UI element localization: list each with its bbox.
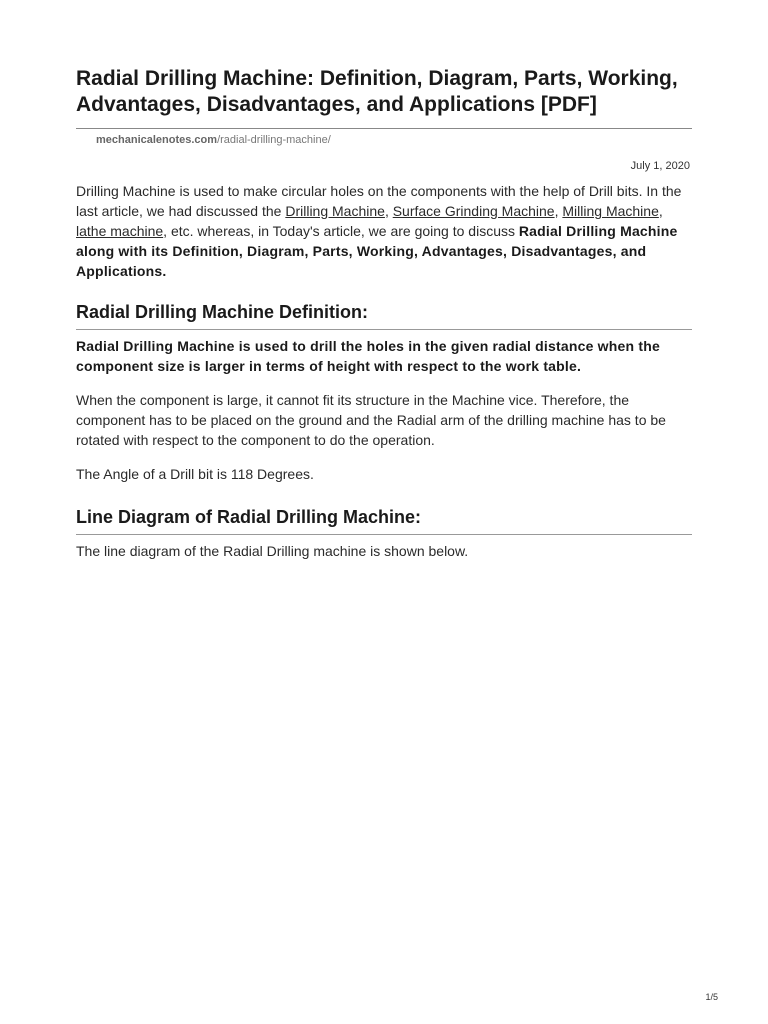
publish-date: July 1, 2020 (630, 160, 690, 172)
definition-heading: Radial Drilling Machine Definition: (76, 302, 369, 322)
intro-separator: , (554, 203, 563, 219)
definition-section (76, 301, 692, 484)
intro-separator: , (384, 203, 393, 219)
intro-text-end: , etc. whereas, in Today's article, we are going to discuss (163, 223, 519, 239)
link-surface-grinding-machine[interactable]: Surface Grinding Machine (392, 203, 555, 219)
title-divider (76, 128, 692, 129)
page-title: Radial Drilling Machine: Definition, Diagram, Parts, Working, Advantages, Disadvantages, and Applications [PDF] (76, 67, 678, 116)
diagram-section (76, 506, 692, 561)
link-drilling-machine[interactable]: Drilling Machine (285, 203, 385, 219)
definition-heading-divider (76, 329, 692, 330)
intro-paragraph (76, 181, 692, 281)
source-url[interactable] (96, 133, 692, 147)
page-number: 1/5 (705, 992, 718, 1002)
definition-bold-paragraph: Radial Drilling Machine is used to drill the holes in the given radial distance when the component size is larger in terms of height with respect to the work table. (76, 338, 660, 374)
diagram-heading: Line Diagram of Radial Drilling Machine: (76, 507, 422, 527)
source-path[interactable]: /radial-drilling-machine/ (217, 134, 331, 146)
definition-paragraph: When the component is large, it cannot fit its structure in the Machine vice. Therefore, the component has to be placed on the ground and the Radial arm of the drilling machine has to be rotated with respect to the component to do the operation. (76, 392, 666, 448)
diagram-heading-divider (76, 534, 692, 535)
document-page (76, 66, 692, 561)
diagram-paragraph: The line diagram of the Radial Drilling machine is shown below. (76, 543, 469, 559)
intro-separator: , (658, 203, 663, 219)
link-milling-machine[interactable]: Milling Machine (562, 203, 659, 219)
intro-text-start: Drilling Machine is used to make circular holes on the components with the help of Drill bits. In the last article, we had discussed the (76, 183, 682, 219)
link-lathe-machine[interactable]: lathe machine (76, 223, 164, 239)
drill-angle-paragraph: The Angle of a Drill bit is 118 Degrees. (76, 466, 314, 482)
source-domain[interactable]: mechanicalenotes.com (96, 134, 218, 146)
intro-bold-summary: Radial Drilling Machine along with its Definition, Diagram, Parts, Working, Advantages, Disadvantages, and Applications. (76, 223, 678, 279)
